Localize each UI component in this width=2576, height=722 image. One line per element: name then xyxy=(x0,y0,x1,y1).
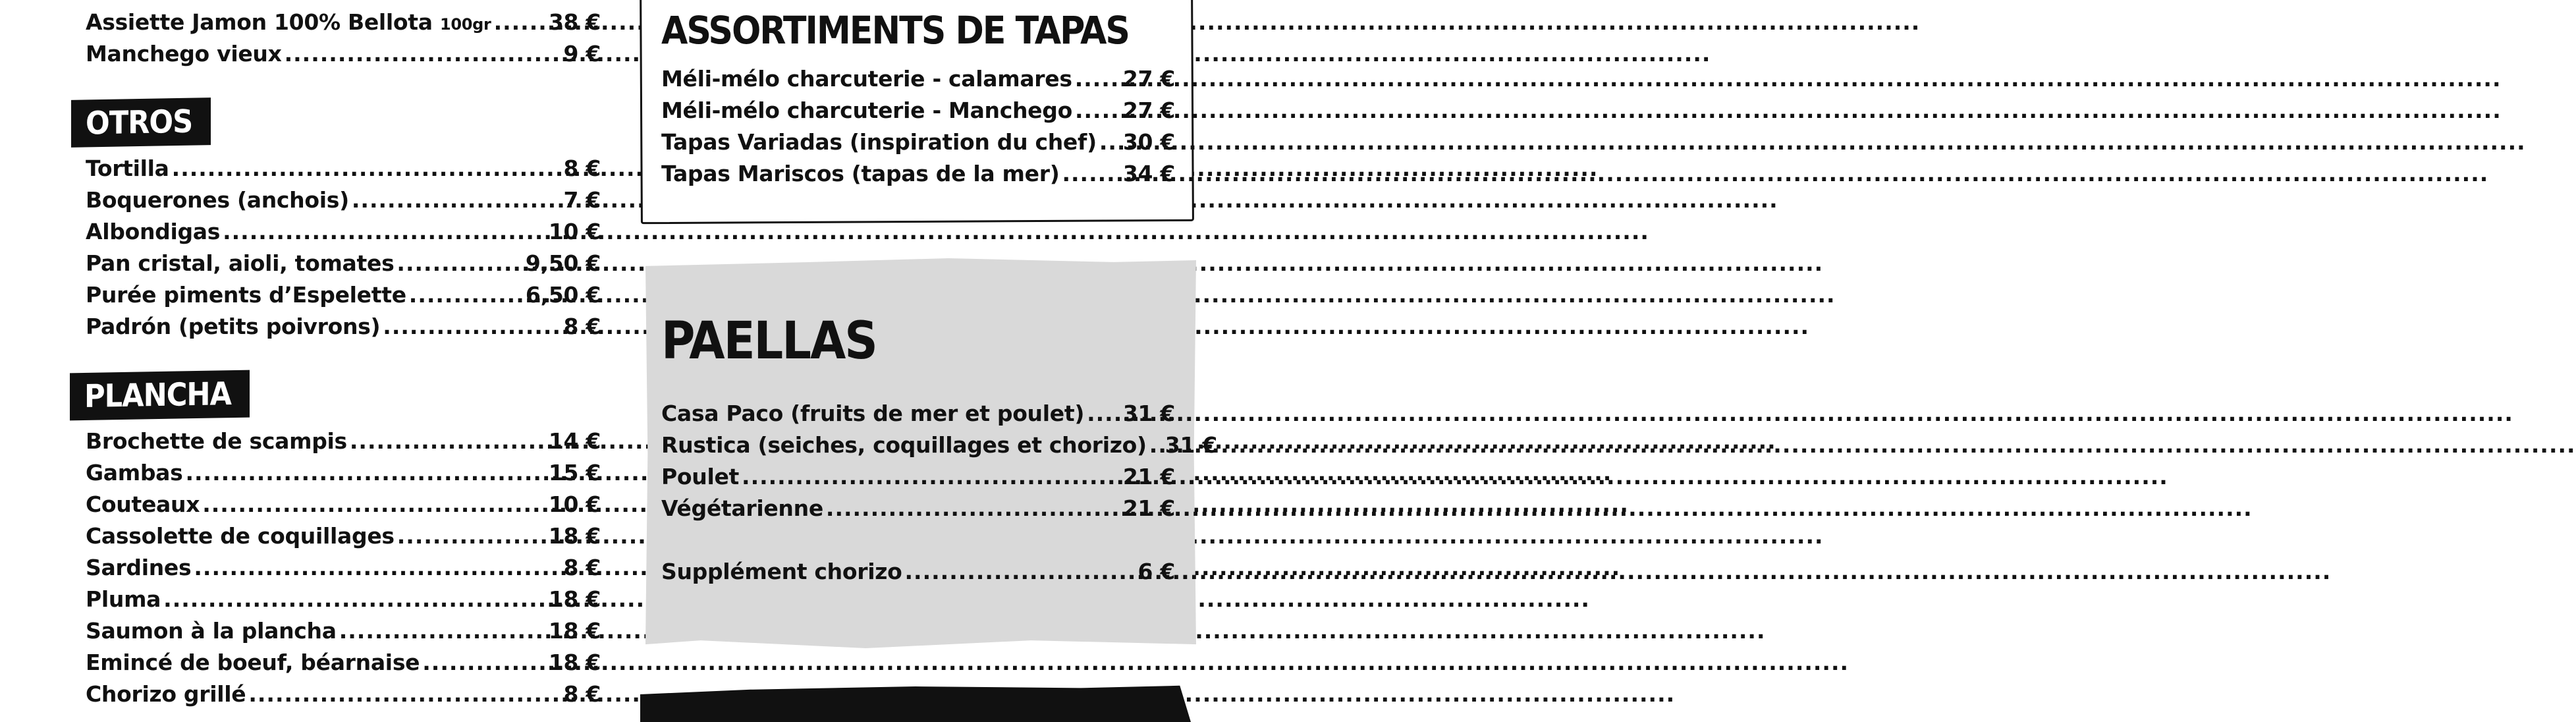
menu-item xyxy=(86,584,601,615)
dot-leader xyxy=(339,615,546,647)
supplement-item xyxy=(661,556,1175,588)
item-name: Manchego vieux xyxy=(86,41,282,67)
dot-leader xyxy=(1075,63,1120,95)
menu-item xyxy=(661,493,1175,524)
item-price: 27 € xyxy=(1122,97,1175,123)
item-price: 38 € xyxy=(548,9,601,35)
menu-item xyxy=(86,279,601,311)
dot-leader xyxy=(422,647,546,679)
item-name: Emincé de boeuf, béarnaise xyxy=(86,650,420,675)
item-price: 31 € xyxy=(1165,432,1217,458)
dot-leader xyxy=(905,556,1136,588)
section-tag-plancha: PLANCHA xyxy=(70,370,250,421)
item-price: 21 € xyxy=(1122,495,1175,521)
dot-leader xyxy=(352,184,561,216)
menu-item xyxy=(661,461,1175,493)
item-price: 8 € xyxy=(563,155,601,181)
menu-item xyxy=(661,158,1175,190)
menu-item xyxy=(86,679,601,710)
item-price: 27 € xyxy=(1122,66,1175,92)
item-name: Boquerones (anchois) xyxy=(86,187,349,213)
menu-item xyxy=(86,426,601,457)
dot-leader xyxy=(1087,398,1120,430)
menu-item xyxy=(86,216,601,248)
dot-leader xyxy=(172,153,561,184)
dot-leader xyxy=(350,426,546,457)
item-price: 7 € xyxy=(563,187,601,213)
menu-item xyxy=(86,552,601,584)
item-price: 21 € xyxy=(1122,464,1175,489)
item-name: Poulet xyxy=(661,464,740,489)
dot-leader xyxy=(1062,158,1120,190)
menu-item-jamon xyxy=(86,7,601,38)
item-name: Méli-mélo charcuterie - Manchego xyxy=(661,97,1072,123)
paellas-heading: PAELLAS xyxy=(661,312,877,371)
dot-leader xyxy=(742,461,1120,493)
item-price: 15 € xyxy=(548,460,601,486)
item-name: Assiette Jamon 100% Bellota xyxy=(86,9,433,35)
menu-item xyxy=(86,457,601,489)
item-price: 9,50 € xyxy=(525,250,601,276)
item-name: Casa Paco (fruits de mer et poulet) xyxy=(661,401,1085,426)
item-unit: 100gr xyxy=(439,15,491,34)
menu-item xyxy=(86,153,601,184)
item-price: 18 € xyxy=(548,650,601,675)
dot-leader xyxy=(397,248,523,279)
item-price: 18 € xyxy=(548,618,601,644)
dot-leader xyxy=(494,7,546,38)
item-name: Cassolette de coquillages xyxy=(86,523,395,549)
dot-leader xyxy=(194,552,561,584)
item-name: Purée piments d’Espelette xyxy=(86,282,406,308)
menu-item xyxy=(86,248,601,279)
item-name: Couteaux xyxy=(86,491,200,517)
item-name: Tortilla xyxy=(86,155,169,181)
dot-leader xyxy=(1099,126,1120,158)
menu-item xyxy=(86,647,601,679)
dot-leader xyxy=(202,489,546,520)
dot-leader xyxy=(826,493,1120,524)
item-price: 14 € xyxy=(548,428,601,454)
item-price: 18 € xyxy=(548,523,601,549)
item-name: Padrón (petits poivrons) xyxy=(86,314,381,339)
item-name: Saumon à la plancha xyxy=(86,618,337,644)
item-price: 30 € xyxy=(1122,129,1175,155)
tapas-heading: ASSORTIMENTS DE TAPAS xyxy=(661,8,1129,53)
item-name: Tapas Variadas (inspiration du chef) xyxy=(661,129,1097,155)
item-price: 31 € xyxy=(1122,401,1175,426)
item-price: 8 € xyxy=(563,314,601,339)
item-name: Albondigas xyxy=(86,219,221,244)
dot-leader xyxy=(185,457,545,489)
menu-item xyxy=(86,311,601,343)
dot-leader xyxy=(1149,430,1163,461)
dot-leader xyxy=(223,216,546,248)
item-name: Pluma xyxy=(86,586,161,612)
item-price: 9 € xyxy=(563,41,601,67)
item-name: Brochette de scampis xyxy=(86,428,347,454)
dot-leader xyxy=(163,584,546,615)
item-price: 6 € xyxy=(1137,559,1175,584)
item-name: Gambas xyxy=(86,460,183,486)
dot-leader xyxy=(383,311,561,343)
menu-item xyxy=(86,520,601,552)
dot-leader xyxy=(409,279,523,311)
menu-item-manchego xyxy=(86,38,601,70)
item-name: Tapas Mariscos (tapas de la mer) xyxy=(661,161,1060,186)
item-price: 18 € xyxy=(548,586,601,612)
item-price: 8 € xyxy=(563,681,601,707)
menu-item xyxy=(661,398,1175,430)
item-name: Supplément chorizo xyxy=(661,559,902,584)
item-name: Méli-mélo charcuterie - calamares xyxy=(661,66,1072,92)
menu-item xyxy=(86,489,601,520)
menu-item xyxy=(661,63,1175,95)
dot-leader xyxy=(248,679,561,710)
item-name: Sardines xyxy=(86,555,192,580)
item-name: Végétarienne xyxy=(661,495,823,521)
item-name: Chorizo grillé xyxy=(86,681,246,707)
menu-item xyxy=(661,430,1217,461)
item-price: 8 € xyxy=(563,555,601,580)
dot-leader xyxy=(1075,95,1120,126)
item-price: 6,50 € xyxy=(525,282,601,308)
menu-item xyxy=(86,184,601,216)
section-tag-otros: OTROS xyxy=(71,97,211,148)
item-price: 34 € xyxy=(1122,161,1175,186)
dot-leader xyxy=(285,38,561,70)
dot-leader xyxy=(397,520,546,552)
menu-item xyxy=(86,615,601,647)
menu-item xyxy=(661,95,1175,126)
item-price: 10 € xyxy=(548,491,601,517)
item-name: Pan cristal, aioli, tomates xyxy=(86,250,395,276)
item-price: 10 € xyxy=(548,219,601,244)
menu-item xyxy=(661,126,1175,158)
item-name: Rustica (seiches, coquillages et chorizo) xyxy=(661,432,1147,458)
